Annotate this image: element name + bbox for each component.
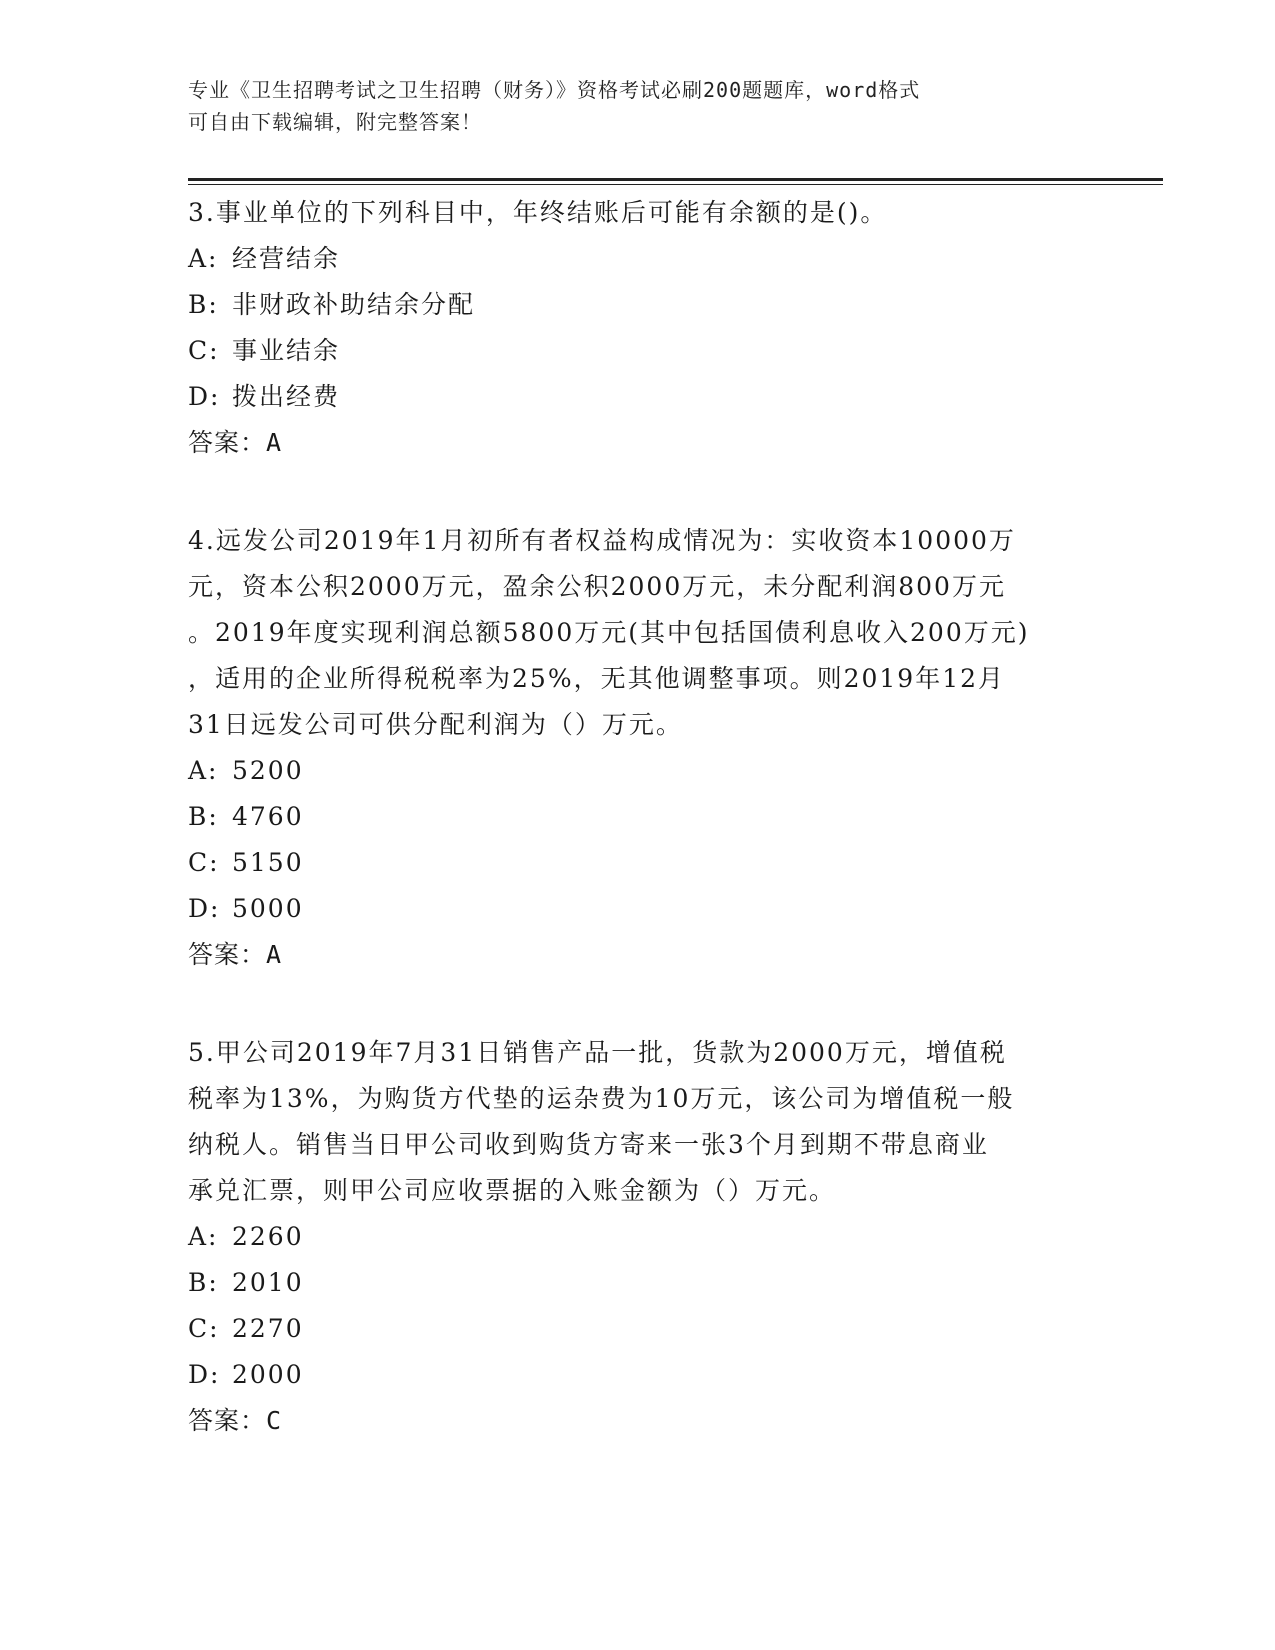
document-header	[188, 74, 1068, 138]
option-key: A:	[188, 244, 219, 273]
header-title-line-1: 专业《卫生招聘考试之卫生招聘（财务）》资格考试必刷200题题库，word格式	[188, 78, 921, 102]
option-d	[188, 1352, 1088, 1398]
answer-value: C	[266, 1406, 283, 1435]
answer-line	[188, 420, 1088, 466]
option-key: A:	[188, 756, 219, 785]
answer-value: A	[266, 428, 283, 457]
option-text: 经营结余	[232, 244, 341, 273]
option-text: 5150	[232, 848, 304, 877]
option-key: D:	[188, 382, 221, 411]
header-divider-thin	[188, 184, 1163, 185]
option-key: B:	[188, 1268, 219, 1297]
header-title-line-2: 可自由下载编辑，附完整答案！	[188, 110, 482, 134]
option-key: C:	[188, 848, 220, 877]
option-key: B:	[188, 802, 219, 831]
answer-label: 答案：	[188, 940, 267, 969]
option-key: A:	[188, 1222, 219, 1251]
option-key: C:	[188, 336, 220, 365]
question-text: 4.远发公司2019年1月初所有者权益构成情况为：实收资本10000万	[188, 526, 1016, 555]
option-c	[188, 328, 1088, 374]
option-key: B:	[188, 290, 219, 319]
option-b	[188, 1260, 1088, 1306]
question-list	[188, 190, 1088, 1496]
option-d	[188, 374, 1088, 420]
option-text: 2010	[232, 1268, 304, 1297]
answer-line	[188, 1398, 1088, 1444]
option-text: 2270	[232, 1314, 304, 1343]
option-d	[188, 886, 1088, 932]
question-text: 纳税人。销售当日甲公司收到购货方寄来一张3个月到期不带息商业	[188, 1130, 989, 1159]
option-a	[188, 236, 1088, 282]
option-text: 5200	[232, 756, 304, 785]
header-divider-thick	[188, 178, 1163, 181]
option-key: D:	[188, 894, 221, 923]
option-text: 事业结余	[232, 336, 341, 365]
question-text: 5.甲公司2019年7月31日销售产品一批，货款为2000万元，增值税	[188, 1038, 1007, 1067]
option-key: C:	[188, 1314, 220, 1343]
question-3	[188, 190, 1088, 466]
answer-label: 答案：	[188, 428, 267, 457]
question-text: 承兑汇票，则甲公司应收票据的入账金额为（）万元。	[188, 1176, 837, 1205]
option-a	[188, 1214, 1088, 1260]
question-text: 3.事业单位的下列科目中，年终结账后可能有余额的是()。	[188, 198, 888, 227]
option-c	[188, 1306, 1088, 1352]
question-text: 31日远发公司可供分配利润为（）万元。	[188, 710, 683, 739]
question-text: 税率为13%，为购货方代垫的运杂费为10万元，该公司为增值税一般	[188, 1084, 1015, 1113]
question-4	[188, 518, 1088, 978]
answer-line	[188, 932, 1088, 978]
question-text: 。2019年度实现利润总额5800万元(其中包括国债利息收入200万元)	[188, 618, 1030, 647]
answer-label: 答案：	[188, 1406, 267, 1435]
option-c	[188, 840, 1088, 886]
option-key: D:	[188, 1360, 221, 1389]
option-text: 非财政补助结余分配	[232, 290, 476, 319]
option-text: 拨出经费	[232, 382, 341, 411]
question-text: ，适用的企业所得税税率为25%，无其他调整事项。则2019年12月	[188, 664, 1006, 693]
option-b	[188, 282, 1088, 328]
option-text: 2000	[232, 1360, 304, 1389]
option-text: 4760	[232, 802, 304, 831]
option-text: 2260	[232, 1222, 304, 1251]
question-text: 元，资本公积2000万元，盈余公积2000万元，未分配利润800万元	[188, 572, 1006, 601]
answer-value: A	[266, 940, 283, 969]
option-text: 5000	[232, 894, 304, 923]
option-a	[188, 748, 1088, 794]
option-b	[188, 794, 1088, 840]
question-5	[188, 1030, 1088, 1444]
